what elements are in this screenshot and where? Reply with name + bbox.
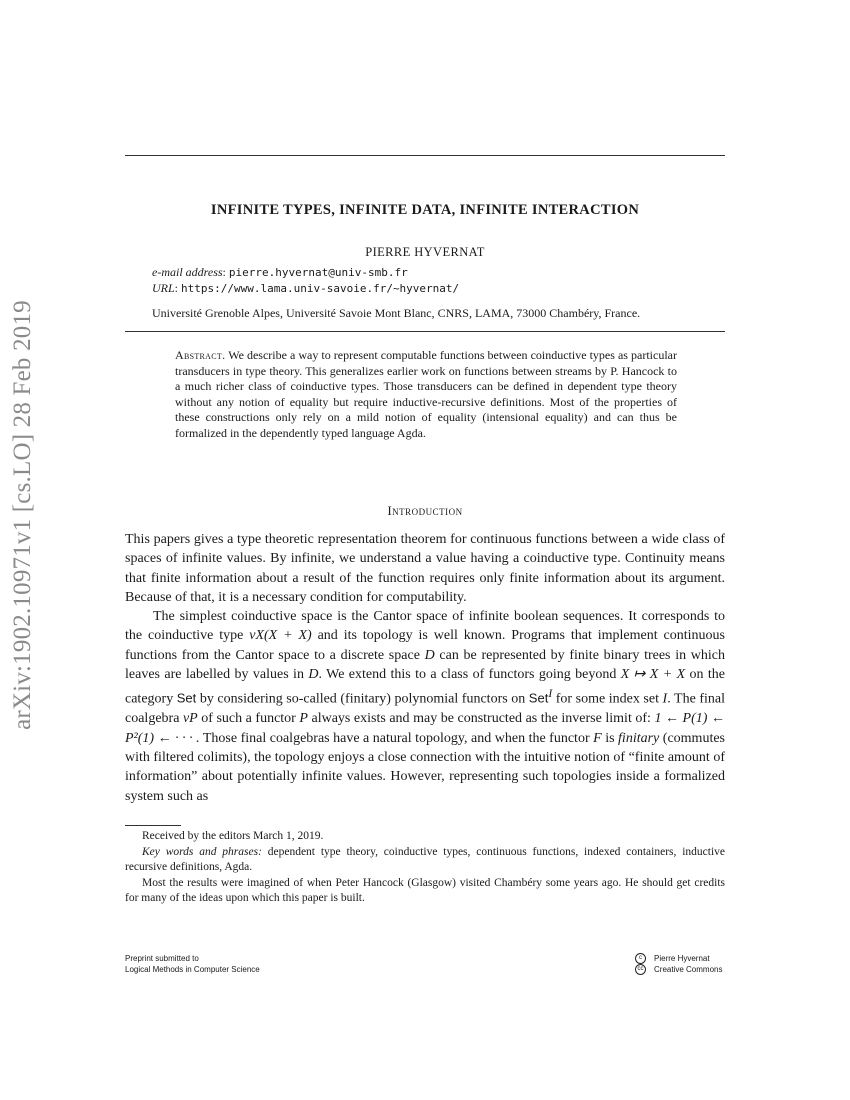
preprint-line-1: Preprint submitted to [125,954,199,963]
inverse-limit-chain: 1 ← P(1) ← P²(1) ← · · · . [125,711,725,746]
abstract-text: We describe a way to represent computable functions between coinductive types as particular transducers in type theory. This generalizes earlier work on functions between streams by P. Hancock to a much richer class of coinductive types. Those transducers can be defined in dependent type theory without any notion of equality but require inductive-recursive definitions. Most of the properties of these constructions only rely on a mild notion of equality (intensional equality) and can thus be formalized in the dependently typed language Agda. [175,348,677,440]
creative-commons-icon: cc [635,964,646,975]
arxiv-stamp-text: arXiv:1902.10971v1 [cs.LO] 28 Feb 2019 [9,300,36,730]
abstract [175,348,677,441]
license-name: Creative Commons [654,965,723,974]
preprint-notice [125,953,260,975]
url-link[interactable]: https://www.lama.univ-savoie.fr/~hyvernat/ [181,282,460,295]
footnote-keywords: Key words and phrases: dependent type theory, coinductive types, continuous functions, indexed containers, inductive recursive definitions, Agda. [125,845,726,873]
category-set: Set [176,691,197,707]
footnote-received: Received by the editors March 1, 2019. [142,830,324,842]
abstract-heading: Abstract. [175,348,226,362]
footnote-rule [125,825,181,826]
body-text [125,530,725,806]
paragraph-2: The simplest coinductive space is the Cantor space of infinite boolean sequences. It corresponds to the coinductive type νX(X + X) and its topology is well known. Programs that implement continuous functions from the Cantor space to a discrete space D can be represented by finite binary trees in which leaves are labelled by values in D. We extend this to a class of functors going beyond X ↦ X + X on the category Set by considering so-called (finitary) polynomial functors on Set$^I$ for some index set I. The final coalgebra νP of such a functor P always exists and may be constructed as the inverse limit of: 1 ← P(1) ← P²(1) ← · · · . Those final coalgebras have a natural topology, and when the functor F is finitary (commutes with filtered colimits), the topology enjoys a close connection with the intuitive notion of “finite amount of information” about potentially infinite values. However, representing such topologies inside a formalized system such as [125,609,726,804]
paragraph-1: This papers gives a type theoretic representation theorem for continuous functions between a wide class of spaces of infinite values. By infinite, we understand a value having a coinductive type. Continuity means that finite information about a result of the function requires only finite information about its argument. Because of that, it is a necessary condition for computability. [125,532,725,605]
url-line: URL: https://www.lama.univ-savoie.fr/~hyvernat/ [152,281,460,295]
arxiv-stamp [3,295,43,735]
paper-title: INFINITE TYPES, INFINITE DATA, INFINITE INTERACTION [210,202,640,218]
top-rule [125,155,725,156]
copyright-icon: c [635,953,646,964]
math-inline: νX(X + X) [249,628,312,644]
email-label: e-mail address [152,265,223,279]
affiliation: Université Grenoble Alpes, Université Savoie Mont Blanc, CNRS, LAMA, 73000 Chambéry, France. [152,306,641,320]
header-rule [125,331,725,332]
section-title: Introduction [387,503,463,518]
footnote-thanks: Most the results were imagined of when Peter Hancock (Glasgow) visited Chambéry some years ago. He should get credits for many of the ideas upon which this paper is built. [125,876,725,904]
license-block [635,953,722,975]
email-address[interactable]: pierre.hyvernat@univ-smb.fr [228,266,408,279]
copyright-holder: Pierre Hyvernat [654,954,710,963]
footnotes [125,829,725,907]
author-name: PIERRE HYVERNAT [365,245,485,259]
url-label: URL [152,281,175,295]
preprint-line-2: Logical Methods in Computer Science [125,965,260,974]
email-line: e-mail address: pierre.hyvernat@univ-smb.fr [152,265,408,279]
